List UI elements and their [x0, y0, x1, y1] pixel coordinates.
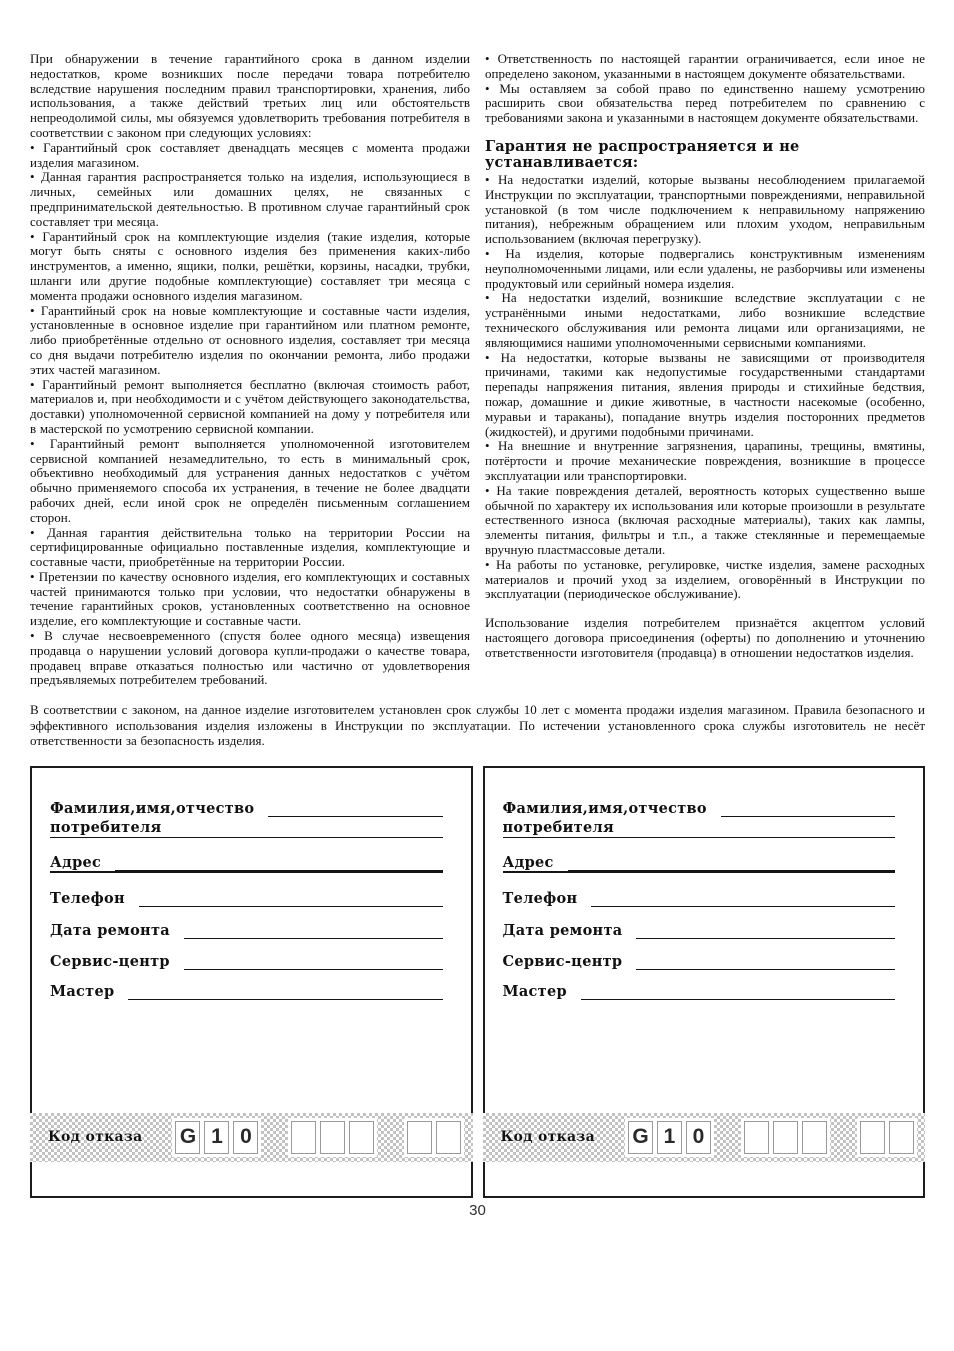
paragraph: • На такие повреждения деталей, вероятность которых существенно выше обычной по характеру их использования или которые произошли в результате естественного износа (включая расходные материалы), таких как лампы, элементы питания, фильтры и т.п., а также стеклянные и перемещаемые вручную пластмассовые детали.	[485, 482, 925, 557]
failure-code-cell	[407, 1121, 432, 1154]
name-label: Фамилия,имя,отчество	[502, 799, 707, 817]
failure-code-cell: G	[175, 1121, 200, 1154]
failure-code-cell	[889, 1121, 914, 1154]
repair-date-write-line	[184, 937, 443, 939]
failure-code-cell	[436, 1121, 461, 1154]
name-row	[32, 800, 471, 817]
name-write-line	[721, 815, 895, 817]
failure-code-cell: 0	[686, 1121, 711, 1154]
failure-code-band	[30, 1113, 473, 1162]
failure-code-cell	[744, 1121, 769, 1154]
service-center-row	[32, 953, 471, 970]
master-row	[32, 983, 471, 1000]
failure-code-cell	[320, 1121, 345, 1154]
failure-code-cell: 0	[233, 1121, 258, 1154]
address-label: Адрес	[50, 853, 102, 871]
service-center-write-line	[636, 968, 895, 970]
repair-coupon-form-right	[483, 766, 926, 1198]
repair-coupon-forms	[30, 766, 925, 1198]
address-write-line	[115, 869, 442, 871]
name-write-line-2	[50, 837, 443, 838]
name-row-2	[32, 819, 471, 837]
address-write-line-3	[50, 872, 443, 873]
paragraph: При обнаружении в течение гарантийного срока в данном изделии недостатков, кроме возникших после передачи товара потребителю вследствие нарушения последним правил транспортировки, хранения, либо использования, а также действий третьих лиц или обстоятельств непреодолимой силы, мы обязуемся удовлетворить требования потребителя в соответствии с законом при следующих условиях:	[30, 51, 470, 140]
paragraph: • В случае несвоевременного (спустя более одного месяца) извещения продавца о нарушении условий договора купли-продажи о качестве товара, продавец вправе отказаться полностью или частично от удовлетворения предъявляемых потребителем требований.	[30, 628, 470, 688]
failure-code-group	[172, 1118, 261, 1157]
warranty-text-columns	[30, 52, 925, 688]
failure-code-band	[483, 1113, 926, 1162]
repair-coupon-form-left	[30, 766, 473, 1198]
name-label-2: потребителя	[502, 818, 615, 836]
failure-code-cell: G	[628, 1121, 653, 1154]
failure-code-group	[625, 1118, 714, 1157]
service-life-paragraph: В соответствии с законом, на данное изделие изготовителем установлен срок службы 10 лет с момента продажи изделия магазином. Правила безопасного и эффективного использования изделия изложены в Инструкции по эксплуатации. По истечении установленного срока службы изготовитель не несёт ответственности за безопасность изделия.	[30, 702, 925, 749]
phone-label: Телефон	[502, 889, 578, 907]
failure-code-cells	[172, 1118, 464, 1157]
master-write-line	[581, 998, 895, 1000]
master-label: Мастер	[50, 982, 115, 1000]
master-write-line	[128, 998, 442, 1000]
paragraph: • На внешние и внутренние загрязнения, царапины, трещины, вмятины, потёртости и прочие механические повреждения, возникшие в процессе эксплуатации или транспортировки.	[485, 438, 925, 483]
failure-code-group	[288, 1118, 377, 1157]
failure-code-label: Код отказа	[48, 1129, 143, 1146]
paragraph: • На недостатки изделий, возникшие вследствие эксплуатации с не устранёнными иными недостатками, либо возникшие вследствие технического обслуживания или ремонта лицами или организациями, не являющимися нашими уполномоченными сервисными компаниями.	[485, 290, 925, 350]
service-center-label: Сервис-центр	[502, 952, 623, 970]
paragraph: • Ответственность по настоящей гарантии ограничивается, если иное не определено законом, указанными в настоящем документе обязательствами.	[485, 51, 925, 81]
service-center-label: Сервис-центр	[50, 952, 170, 970]
address-row	[485, 854, 924, 871]
failure-code-cell: 1	[204, 1121, 229, 1154]
paragraph: • Данная гарантия действительна только на территории России на сертифицированные официально поставленные изделия, комплектующие и составные части, приобретённые на территории России.	[30, 524, 470, 570]
failure-code-cell	[291, 1121, 316, 1154]
name-row-2	[485, 819, 924, 837]
phone-write-line	[591, 905, 895, 907]
address-write-line-3	[503, 872, 896, 873]
failure-code-cells	[625, 1118, 917, 1157]
name-label: Фамилия,имя,отчество	[50, 799, 255, 817]
failure-code-group	[404, 1118, 464, 1157]
paragraph: • Гарантийный срок на новые комплектующие и составные части изделия, установленные в основное изделие при гарантийном или платном ремонте, либо приобретённые отдельно от основного изделия, составляет три месяца со дня выдачи потребителю изделия по окончании ремонта, либо продажи этих частей магазином.	[30, 302, 470, 377]
name-write-line-2	[503, 837, 896, 838]
name-label-2: потребителя	[50, 818, 162, 836]
master-label: Мастер	[502, 982, 567, 1000]
paragraph: • Гарантийный срок на комплектующие изделия (такие изделия, которые могут быть сняты с основного изделия без применения каких-либо инструментов, а именно, ящики, полки, решётки, корзины, насадки, трубки, шланги или другие подобные комплектующие) составляет три месяца с момента продажи основного изделия магазином.	[30, 228, 470, 303]
address-row	[32, 854, 471, 871]
paragraph: • Претензии по качеству основного изделия, его комплектующих и составных частей принимаются только при условии, что недостатки обнаружены в течение гарантийных сроков, установленных соответственно на основное изделие, его комплектующие и составные части.	[30, 568, 470, 629]
master-row	[485, 983, 924, 1000]
paragraph: • На недостатки, которые вызваны не зависящими от производителя причинами, такими как недопустимые государственными стандартами перепады напряжения питания, явления природы и стихийные бедствия, пожар, домашние и дикие животные, в частности насекомые (особенно, муравьи и тараканы), попадание внутрь изделия посторонних предметов (жидкостей), и другими подобными причинами.	[485, 349, 925, 439]
warranty-exclusions-column	[485, 52, 925, 688]
failure-code-label: Код отказа	[500, 1129, 595, 1146]
address-write-line	[568, 869, 895, 871]
paragraph: Использование изделия потребителем признаётся акцептом условий настоящего договора присоединения (оферты) по дополнению и уточнению ответственности изготовителя (продавца) в отношении недостатков изделия.	[485, 615, 925, 660]
address-label: Адрес	[502, 853, 554, 871]
paragraph: • На работы по установке, регулировке, чистке изделия, замене расходных материалов и прочий уход за изделием, оговорённый в Инструкции по эксплуатации (периодическое обслуживание).	[485, 556, 925, 602]
repair-date-label: Дата ремонта	[50, 921, 170, 939]
section-heading: Гарантия не распространяется и не устанавливается:	[485, 137, 800, 171]
name-row	[485, 800, 924, 817]
failure-code-cell	[802, 1121, 827, 1154]
failure-code-group	[741, 1118, 830, 1157]
paragraph: • На изделия, которые подвергались конструктивным изменениям неуполномоченными лицами, или если удалены, не разборчивы или изменены продуктовый или серийный номера изделия.	[485, 245, 925, 291]
repair-date-write-line	[636, 937, 895, 939]
phone-row	[32, 890, 471, 907]
repair-date-row	[485, 922, 924, 939]
page-number: 30	[469, 1201, 486, 1219]
paragraph: • Гарантийный ремонт выполняется бесплатно (включая стоимость работ, материалов и, при необходимости и с учётом действующего законодательства, доставки) уполномоченной сервисной компанией на дому у потребителя или в мастерской по усмотрению сервисной компании.	[30, 376, 470, 436]
service-center-row	[485, 953, 924, 970]
paragraph: • Гарантийный ремонт выполняется уполномоченной изготовителем сервисной компанией незамедлительно, то есть в минимальный срок, объективно необходимый для устранения данных недостатков с учётом обычно применяемого способа их устранения, в течение не более двадцати рабочих дней, если иной срок не определён письменным соглашением сторон.	[30, 435, 470, 525]
phone-row	[485, 890, 924, 907]
failure-code-cell	[773, 1121, 798, 1154]
service-center-write-line	[184, 968, 443, 970]
phone-write-line	[139, 905, 443, 907]
paragraph: • Данная гарантия распространяется только на изделия, использующиеся в личных, семейных или домашних целях, не связанных с предпринимательской деятельностью. В противном случае гарантийный срок составляет три месяца.	[30, 169, 470, 229]
failure-code-cell	[860, 1121, 885, 1154]
paragraph: • На недостатки изделий, которые вызваны несоблюдением прилагаемой Инструкции по эксплуатации, транспортными повреждениями, неправильной установкой (в том числе подключением к неправильному напряжению питания), небрежным обращением или плохим уходом, неправильным использованием (включая перегрузку).	[485, 171, 925, 247]
repair-date-row	[32, 922, 471, 939]
failure-code-group	[857, 1118, 917, 1157]
paragraph: • Гарантийный срок составляет двенадцать месяцев с момента продажи изделия магазином.	[30, 139, 470, 170]
name-write-line	[268, 815, 442, 817]
repair-date-label: Дата ремонта	[502, 921, 623, 939]
phone-label: Телефон	[50, 889, 125, 907]
warranty-terms-column	[30, 52, 470, 688]
paragraph: • Мы оставляем за собой право по единственно нашему усмотрению расширить свои обязательства перед потребителем по сравнению с требованиями закона и указанными в настоящем документе обязательствами.	[485, 80, 925, 126]
failure-code-cell	[349, 1121, 374, 1154]
failure-code-cell: 1	[657, 1121, 682, 1154]
